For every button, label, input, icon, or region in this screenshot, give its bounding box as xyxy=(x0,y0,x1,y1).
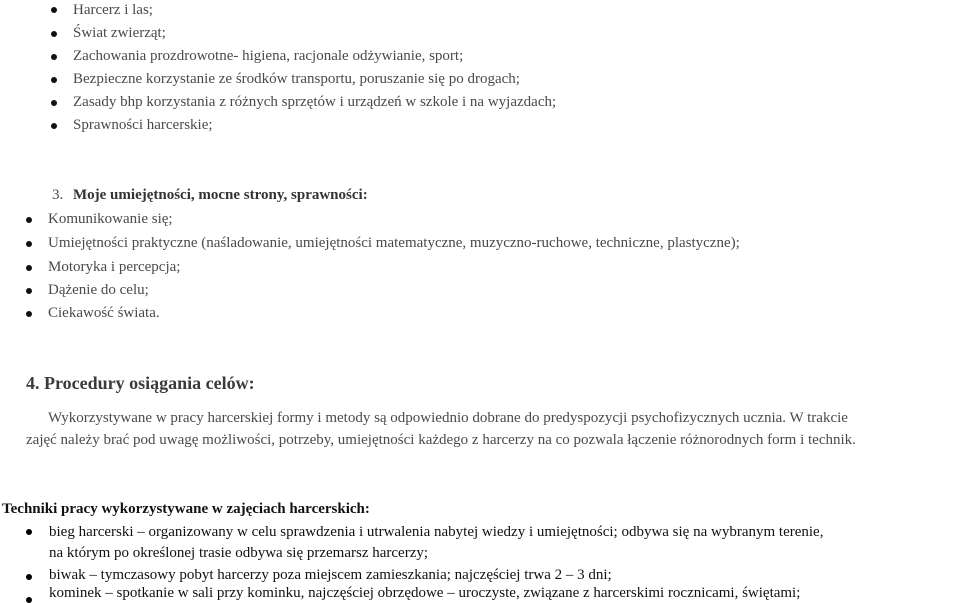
bullet-icon xyxy=(26,597,32,603)
bullet-icon xyxy=(51,100,57,106)
bullet-icon xyxy=(51,123,57,129)
bullet-icon xyxy=(26,241,32,247)
bullet-icon xyxy=(26,265,32,271)
technique-item-line1: bieg harcerski – organizowany w celu sprawdzenia i utrwalenia nabytej wiedzy i umiejętności; odbywa się na wybranym terenie, xyxy=(49,524,824,540)
bullet-icon xyxy=(26,574,32,580)
list-item: Zasady bhp korzystania z różnych sprzętów i urządzeń w szkole i na wyjazdach; xyxy=(73,94,557,110)
techniques-title: Techniki pracy wykorzystywane w zajęciach harcerskich: xyxy=(2,501,370,517)
list-item: Sprawności harcerskie; xyxy=(73,117,213,133)
bullet-icon xyxy=(26,529,32,535)
bullet-icon xyxy=(26,311,32,317)
section3-number: 3. xyxy=(52,187,64,203)
list-item: Dążenie do celu; xyxy=(48,282,149,298)
list-item: Komunikowanie się; xyxy=(48,211,173,227)
section4-paragraph-line2: zajęć należy brać pod uwagę możliwości, potrzeby, umiejętności każdego z harcerzy na co pozwala łączenie różnorodnych form i technik. xyxy=(26,432,856,448)
technique-item: kominek – spotkanie w sali przy kominku, najczęściej obrzędowe – uroczyste, związane z harcerskimi rocznicami, świętami; xyxy=(49,585,801,601)
list-item: Ciekawość świata. xyxy=(48,305,160,321)
bullet-icon xyxy=(51,54,57,60)
list-item: Zachowania prozdrowotne- higiena, racjonale odżywianie, sport; xyxy=(73,48,464,64)
list-item: Bezpieczne korzystanie ze środków transportu, poruszanie się po drogach; xyxy=(73,71,520,87)
list-item: Świat zwierząt; xyxy=(73,25,166,41)
list-item: Motoryka i percepcja; xyxy=(48,259,181,275)
bullet-icon xyxy=(51,77,57,83)
technique-item-line2: na którym po określonej trasie odbywa się przemarsz harcerzy; xyxy=(49,545,429,561)
bullet-icon xyxy=(26,288,32,294)
technique-item: biwak – tymczasowy pobyt harcerzy poza miejscem zamieszkania; najczęściej trwa 2 – 3 dni; xyxy=(49,567,612,583)
list-item: Umiejętności praktyczne (naśladowanie, umiejętności matematyczne, muzyczno-ruchowe, techniczne, plastyczne); xyxy=(48,235,740,251)
bullet-icon xyxy=(26,217,32,223)
bullet-icon xyxy=(51,7,57,13)
section3-title: Moje umiejętności, mocne strony, sprawności: xyxy=(73,187,368,203)
list-item: Harcerz i las; xyxy=(73,2,153,18)
section4-title: 4. Procedury osiągania celów: xyxy=(26,373,255,393)
section4-paragraph-line1: Wykorzystywane w pracy harcerskiej formy i metody są odpowiednio dobrane do predyspozycji psychofizycznych ucznia. W trakcie xyxy=(48,410,848,426)
bullet-icon xyxy=(51,31,57,37)
